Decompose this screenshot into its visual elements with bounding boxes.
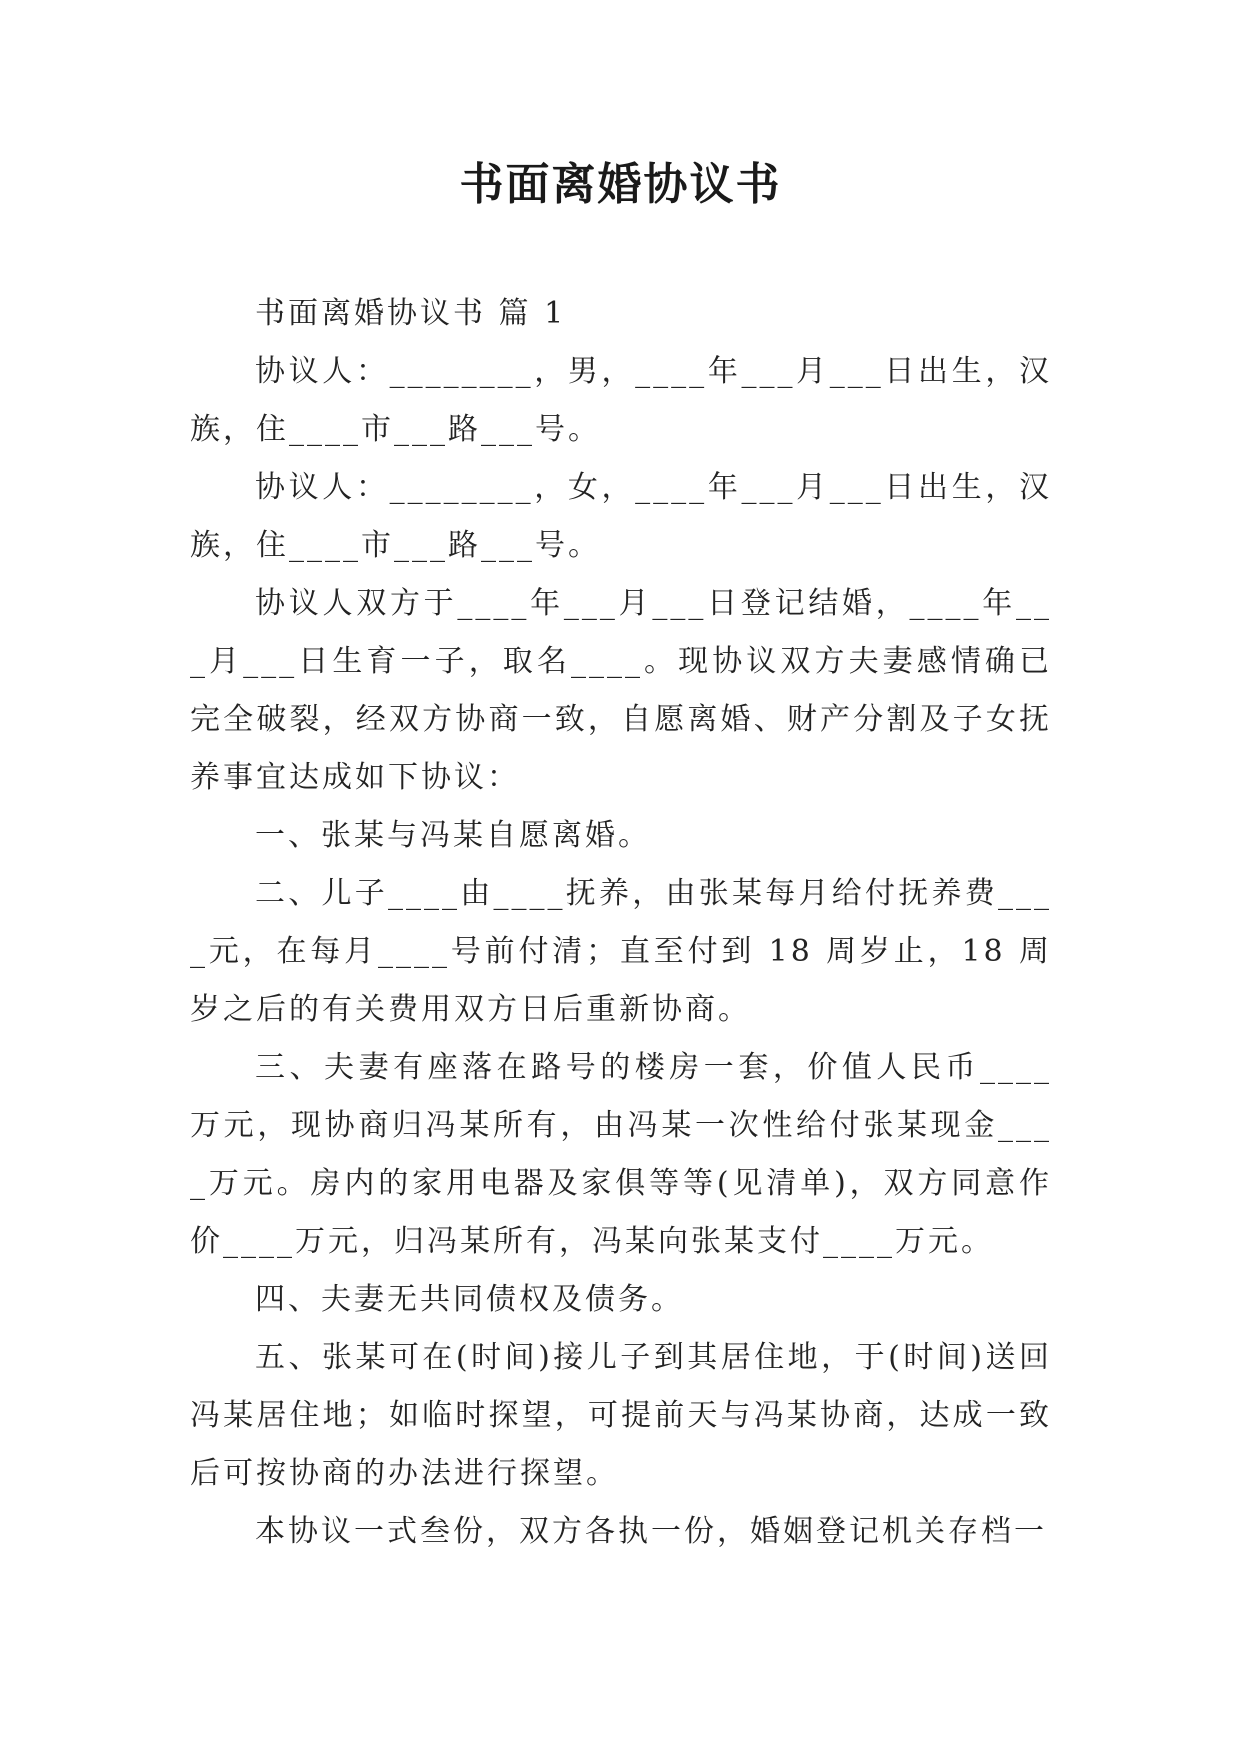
clause-5-paragraph: 五、张某可在(时间)接儿子到其居住地，于(时间)送回冯某居住地；如临时探望，可提前天与冯某协商，达成一致后可按协商的办法进行探望。 — [190, 1340, 1052, 1491]
clause-4-paragraph: 四、夫妻无共同债权及债务。 — [255, 1282, 684, 1317]
clause-2-paragraph: 二、儿子____由____抚养，由张某每月给付抚养费____元，在每月____号前付清；直至付到 18 周岁止，18 周岁之后的有关费用双方日后重新协商。 — [190, 876, 1052, 1027]
document-title: 书面离婚协议书 — [459, 159, 782, 210]
copies-paragraph: 本协议一式叁份，双方各执一份，婚姻登记机关存档一 — [255, 1514, 1047, 1549]
clause-3-paragraph: 三、夫妻有座落在路号的楼房一套，价值人民币____万元，现协商归冯某所有，由冯某一次性给付张某现金____万元。房内的家用电器及家俱等等(见清单)，双方同意作价____万元，归冯某所有，冯某向张某支付____万元。 — [190, 1050, 1052, 1259]
party-male-paragraph: 协议人：________，男，____年___月___日出生，汉族，住____市___路___号。 — [190, 354, 1052, 447]
section-heading: 书面离婚协议书 篇 1 — [255, 296, 567, 331]
party-female-paragraph: 协议人：________，女，____年___月___日出生，汉族，住____市___路___号。 — [190, 470, 1052, 563]
marriage-background-paragraph: 协议人双方于____年___月___日登记结婚，____年___月___日生育一子，取名____。现协议双方夫妻感情确已完全破裂，经双方协商一致，自愿离婚、财产分割及子女抚养事宜达成如下协议： — [190, 586, 1052, 795]
clause-1-paragraph: 一、张某与冯某自愿离婚。 — [255, 818, 651, 853]
document-body — [190, 285, 1052, 1561]
